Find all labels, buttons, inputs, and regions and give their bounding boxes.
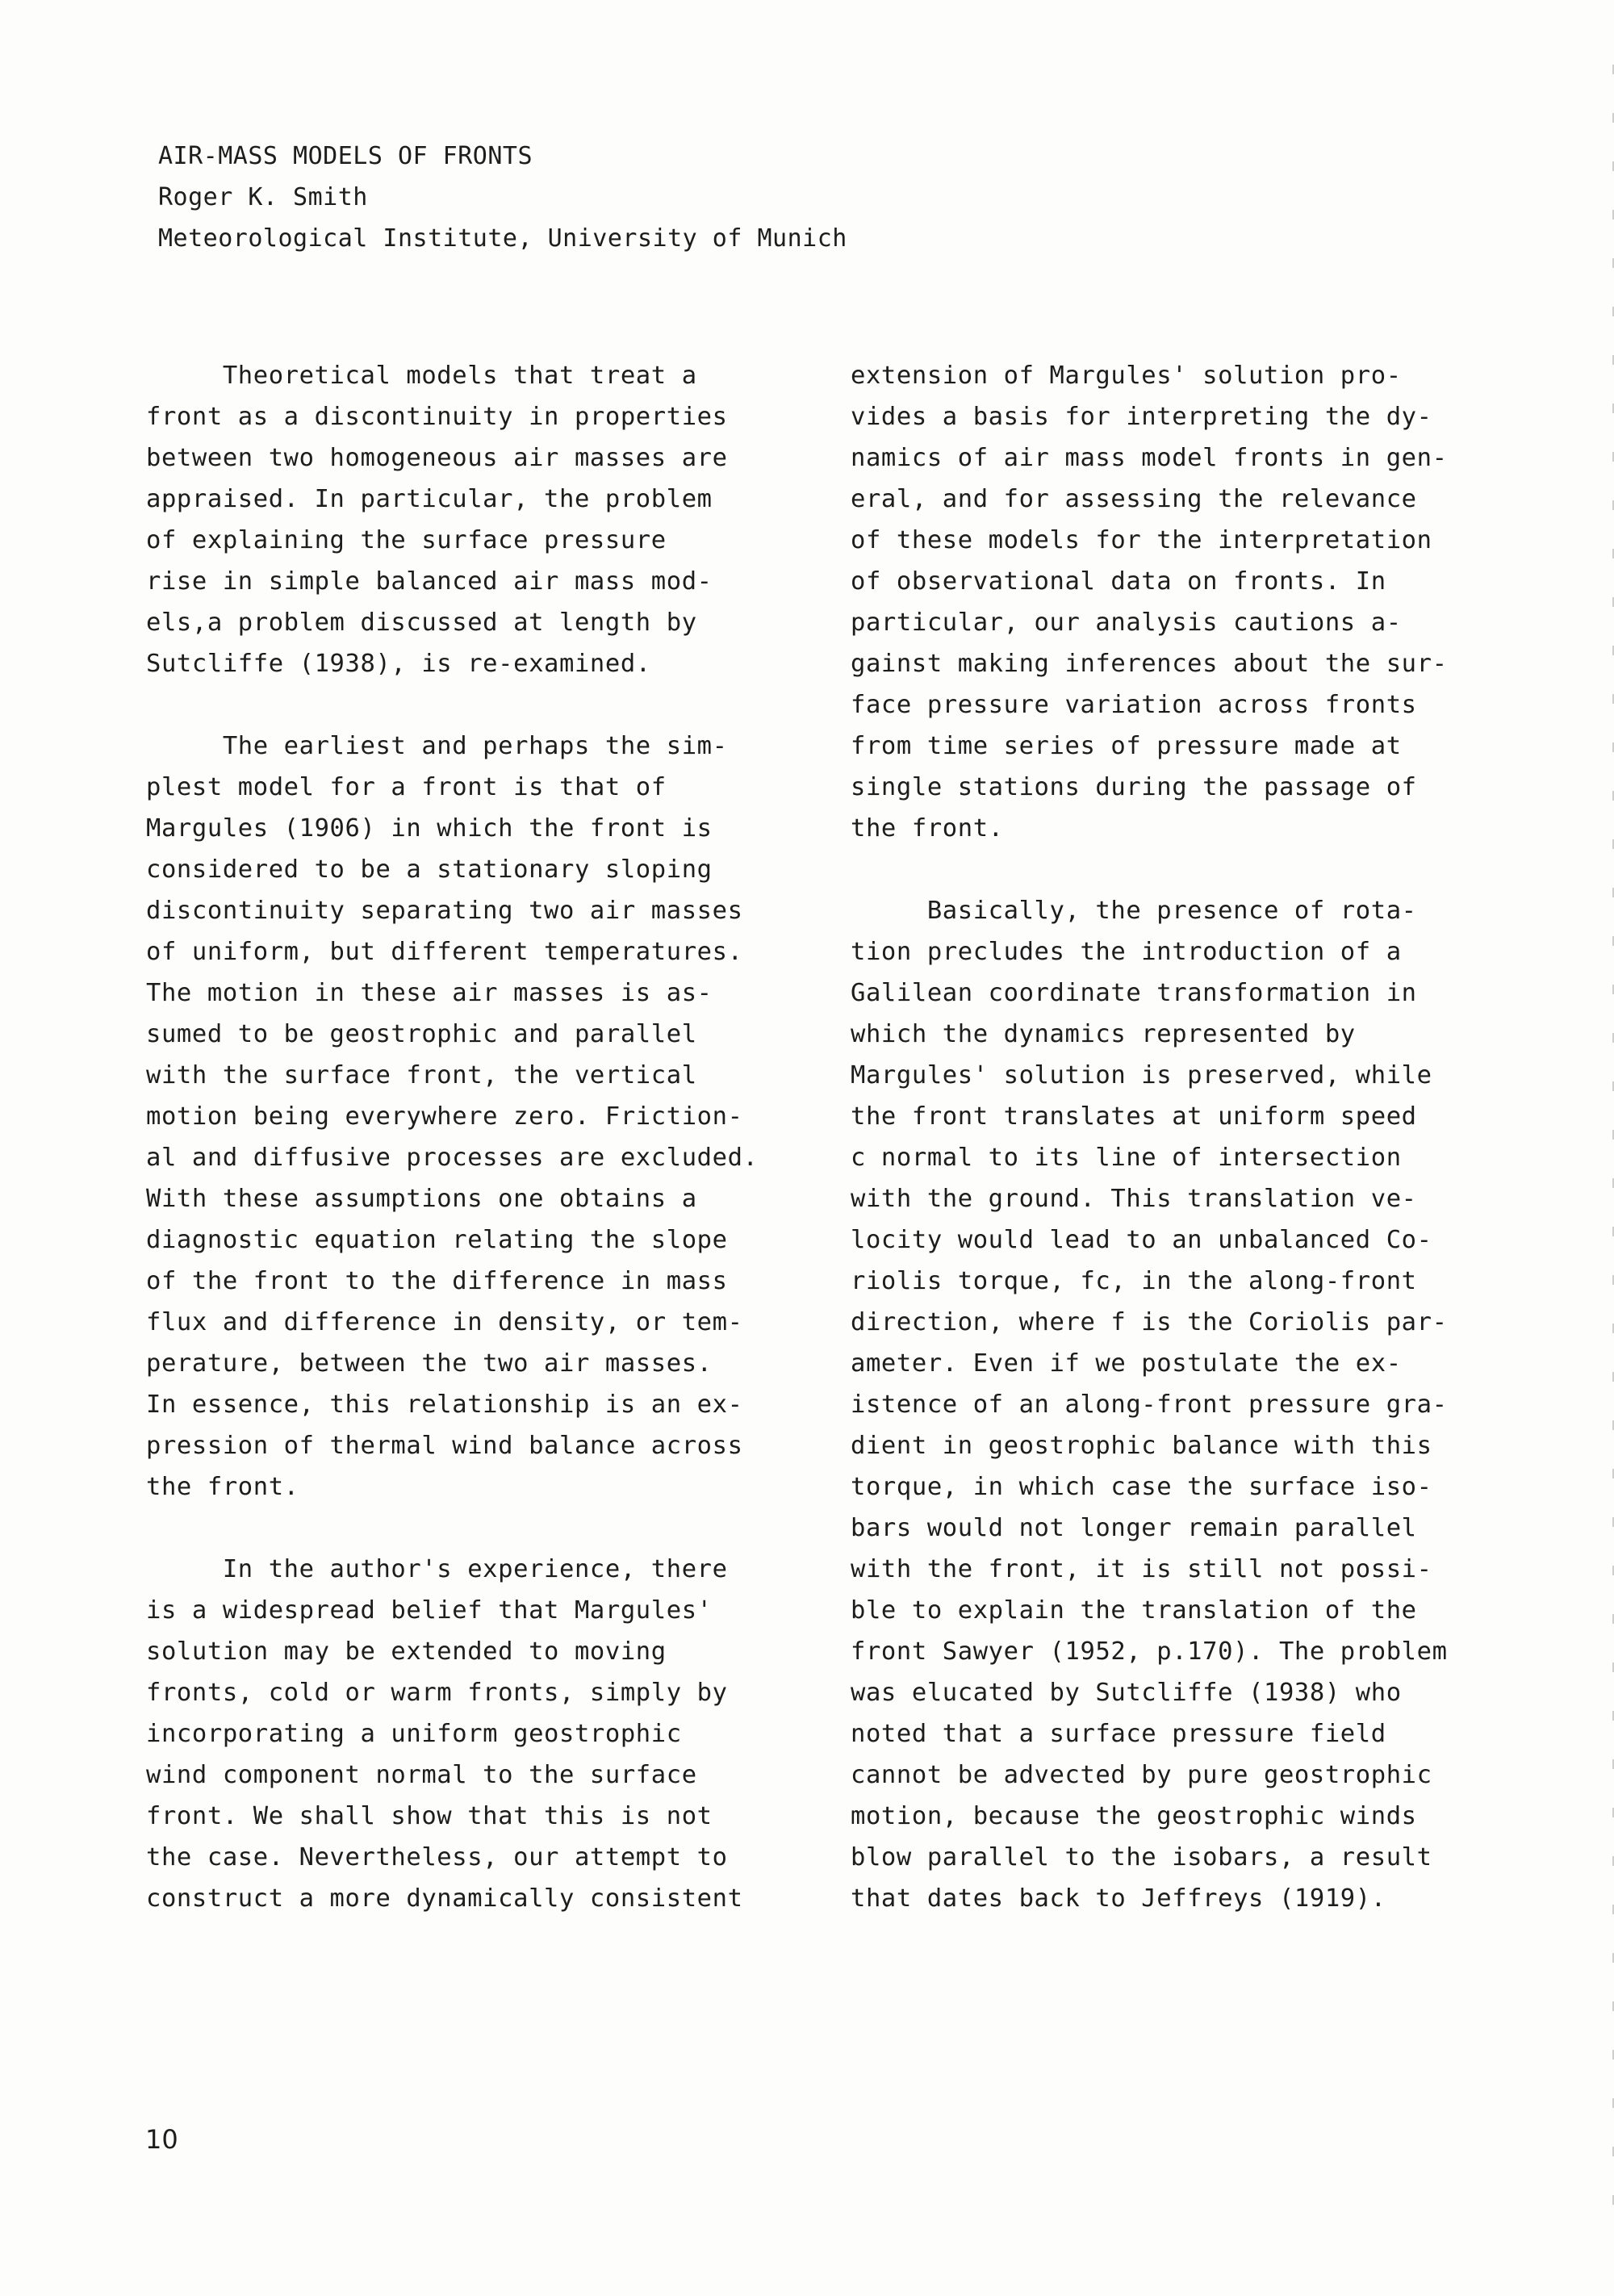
text-line: rise in simple balanced air mass mod- — [146, 567, 713, 596]
text-line: Margules (1906) in which the front is — [146, 814, 713, 843]
text-line: pression of thermal wind balance across — [146, 1432, 743, 1460]
paper-author: Roger K. Smith — [158, 183, 368, 211]
paragraph-author-experience — [146, 1549, 824, 1919]
text-line: of these models for the interpretation — [851, 526, 1432, 554]
text-line: Margules' solution is preserved, while — [851, 1061, 1432, 1089]
text-line: front as a discontinuity in properties — [146, 403, 728, 431]
text-line: dient in geostrophic balance with this — [851, 1432, 1432, 1460]
text-line: riolis torque, fc, in the along-front — [851, 1267, 1417, 1295]
left-column — [146, 355, 824, 1960]
text-line: is a widespread belief that Margules' — [146, 1596, 713, 1625]
text-line: al and diffusive processes are excluded. — [146, 1144, 759, 1172]
text-line: from time series of pressure made at — [851, 732, 1402, 760]
text-line: between two homogeneous air masses are — [146, 444, 728, 472]
paper-affiliation: Meteorological Institute, University of Munich — [158, 224, 847, 253]
text-line: with the surface front, the vertical — [146, 1061, 697, 1089]
text-line: single stations during the passage of — [851, 773, 1417, 801]
text-line: eral, and for assessing the relevance — [851, 485, 1417, 513]
text-line: direction, where f is the Coriolis par- — [851, 1308, 1448, 1336]
text-line: blow parallel to the isobars, a result — [851, 1843, 1432, 1872]
text-line: flux and difference in density, or tem- — [146, 1308, 743, 1336]
text-line: appraised. In particular, the problem — [146, 485, 713, 513]
text-line: construct a more dynamically consistent — [146, 1884, 743, 1913]
text-line: the front. — [146, 1473, 299, 1501]
text-line: The motion in these air masses is as- — [146, 979, 713, 1007]
text-line: of uniform, but different temperatures. — [146, 938, 743, 966]
text-line: diagnostic equation relating the slope — [146, 1226, 728, 1254]
text-line: istence of an along-front pressure gra- — [851, 1391, 1448, 1419]
text-line: with the front, it is still not possi- — [851, 1555, 1432, 1583]
text-line: Theoretical models that treat a — [146, 362, 697, 390]
text-line: solution may be extended to moving — [146, 1637, 667, 1666]
paper-title: AIR-MASS MODELS OF FRONTS — [158, 142, 533, 170]
text-line: Galilean coordinate transformation in — [851, 979, 1417, 1007]
text-line: cannot be advected by pure geostrophic — [851, 1761, 1432, 1789]
text-line: In essence, this relationship is an ex- — [146, 1391, 743, 1419]
text-line: plest model for a front is that of — [146, 773, 667, 801]
text-line: the front translates at uniform speed — [851, 1102, 1417, 1131]
text-line: face pressure variation across fronts — [851, 691, 1417, 719]
paragraph-extension — [851, 355, 1528, 849]
text-line: sumed to be geostrophic and parallel — [146, 1020, 697, 1048]
text-line: was elucated by Sutcliffe (1938) who — [851, 1679, 1402, 1707]
text-line: gainst making inferences about the sur- — [851, 650, 1448, 678]
text-line: with the ground. This translation ve- — [851, 1185, 1417, 1213]
text-line: vides a basis for interpreting the dy- — [851, 403, 1432, 431]
text-line: front. We shall show that this is not — [146, 1802, 713, 1830]
text-line: of the front to the difference in mass — [146, 1267, 728, 1295]
text-line: torque, in which case the surface iso- — [851, 1473, 1432, 1501]
text-line: the front. — [851, 814, 1004, 843]
text-line: namics of air mass model fronts in gen- — [851, 444, 1448, 472]
text-line: front Sawyer (1952, p.170). The problem — [851, 1637, 1448, 1666]
text-line: wind component normal to the surface — [146, 1761, 697, 1789]
paragraph-margules-model — [146, 726, 824, 1508]
text-line: In the author's experience, there — [146, 1555, 728, 1583]
paper-header — [158, 136, 847, 259]
text-line: of explaining the surface pressure — [146, 526, 667, 554]
text-line: perature, between the two air masses. — [146, 1349, 713, 1378]
text-line: noted that a surface pressure field — [851, 1720, 1386, 1748]
text-line: considered to be a stationary sloping — [146, 855, 713, 884]
paragraph-abstract — [146, 355, 824, 684]
page-number: 10 — [145, 2124, 178, 2155]
text-line: that dates back to Jeffreys (1919). — [851, 1884, 1386, 1913]
text-line: ble to explain the translation of the — [851, 1596, 1417, 1625]
text-line: motion, because the geostrophic winds — [851, 1802, 1417, 1830]
text-line: of observational data on fronts. In — [851, 567, 1386, 596]
text-line: the case. Nevertheless, our attempt to — [146, 1843, 728, 1872]
text-line: c normal to its line of intersection — [851, 1144, 1402, 1172]
text-line: With these assumptions one obtains a — [146, 1185, 697, 1213]
text-line: Basically, the presence of rota- — [851, 897, 1417, 925]
text-line: els,a problem discussed at length by — [146, 609, 697, 637]
text-line: ameter. Even if we postulate the ex- — [851, 1349, 1402, 1378]
paragraph-rotation — [851, 890, 1528, 1919]
text-line: discontinuity separating two air masses — [146, 897, 743, 925]
text-line: Sutcliffe (1938), is re-examined. — [146, 650, 651, 678]
text-line: particular, our analysis cautions a- — [851, 609, 1402, 637]
text-line: incorporating a uniform geostrophic — [146, 1720, 682, 1748]
text-line: extension of Margules' solution pro- — [851, 362, 1402, 390]
text-line: bars would not longer remain parallel — [851, 1514, 1417, 1542]
text-line: tion precludes the introduction of a — [851, 938, 1402, 966]
right-column — [851, 355, 1528, 1960]
text-line: The earliest and perhaps the sim- — [146, 732, 728, 760]
text-line: which the dynamics represented by — [851, 1020, 1356, 1048]
text-line: fronts, cold or warm fronts, simply by — [146, 1679, 728, 1707]
text-line: locity would lead to an unbalanced Co- — [851, 1226, 1432, 1254]
text-line: motion being everywhere zero. Friction- — [146, 1102, 743, 1131]
